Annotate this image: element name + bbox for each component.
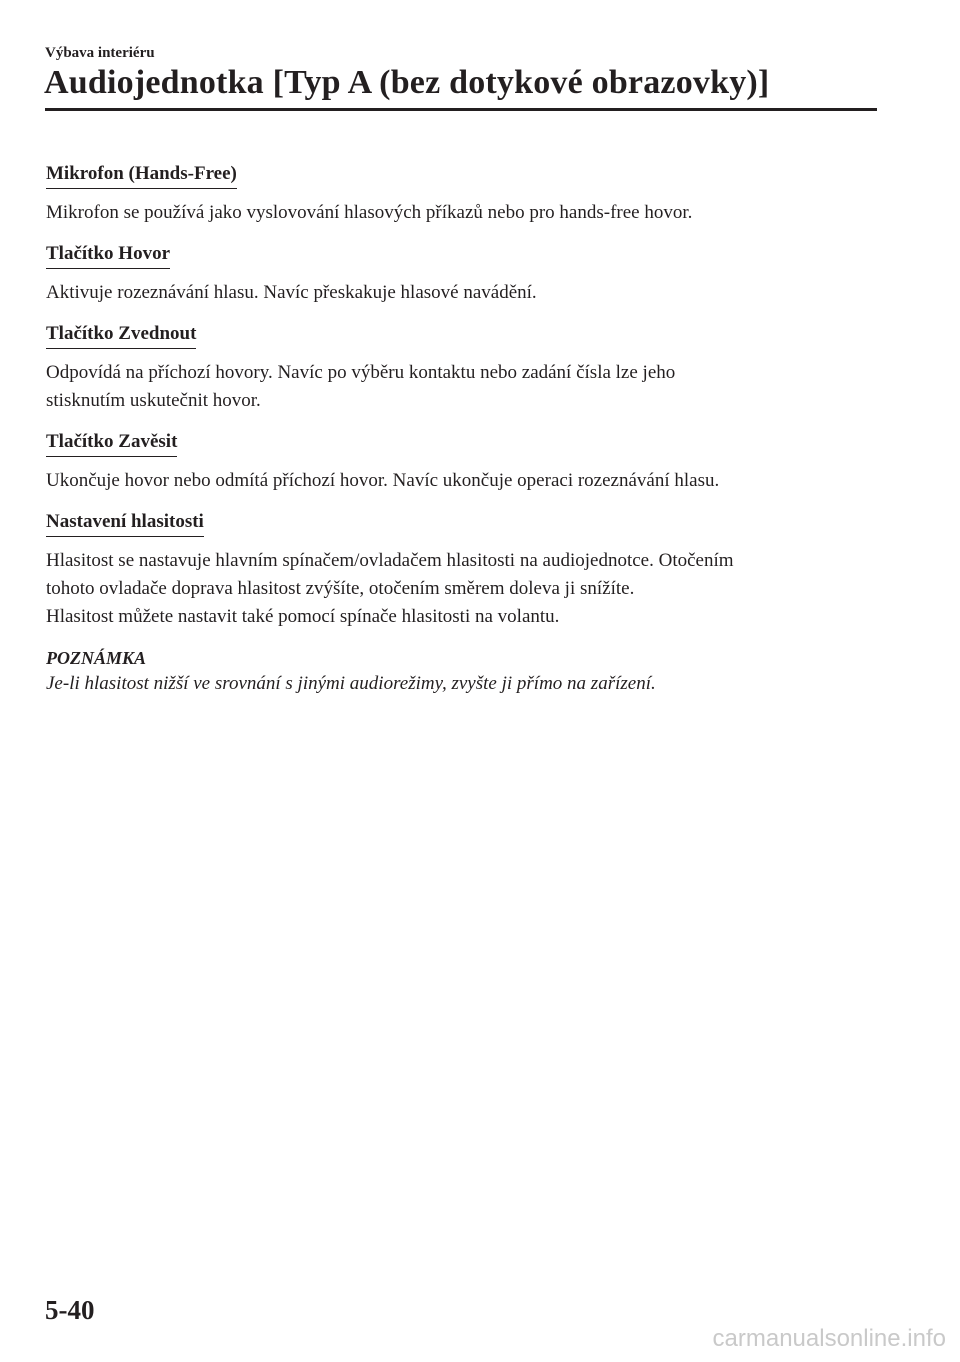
content (46, 162, 886, 698)
body-line: tohoto ovladače doprava hlasitost zvýšíte, otočením směrem doleva ji snížíte. (46, 578, 635, 599)
section-pick-up-button (46, 322, 886, 415)
body-line: Hlasitost můžete nastavit také pomocí spínače hlasitosti na volantu. (46, 606, 560, 627)
body-line: Mikrofon se používá jako vyslovování hlasových příkazů nebo pro hands-free hovor. (46, 202, 693, 223)
note-text: Je-li hlasitost nižší ve srovnání s jinými audiorežimy, zvyšte ji přímo na zařízení. (46, 673, 656, 694)
section-hang-up-button (46, 430, 886, 495)
page-number: 5-40 (45, 1295, 95, 1325)
section-body (46, 467, 886, 495)
note-label: POZNÁMKA (46, 648, 147, 668)
note-block (46, 646, 886, 698)
section-talk-button (46, 242, 886, 307)
body-line: Ukončuje hovor nebo odmítá příchozí hovor. Navíc ukončuje operaci rozeznávání hlasu. (46, 470, 720, 491)
section-heading: Tlačítko Zvednout (46, 322, 196, 349)
section-heading: Nastavení hlasitosti (46, 510, 204, 537)
section-heading: Tlačítko Hovor (46, 242, 170, 269)
body-line: Hlasitost se nastavuje hlavním spínačem/ovladačem hlasitosti na audiojednotce. Otočením (46, 550, 734, 571)
section-body (46, 359, 886, 415)
body-line: Odpovídá na příchozí hovory. Navíc po výběru kontaktu nebo zadání čísla lze jeho (46, 362, 676, 383)
section-volume-adjustment (46, 510, 886, 631)
section-microphone (46, 162, 886, 227)
body-line: Aktivuje rozeznávání hlasu. Navíc přeskakuje hlasové navádění. (46, 282, 537, 303)
section-body (46, 199, 886, 227)
chapter-label: Výbava interiéru (45, 45, 155, 61)
page-title: Audiojednotka [Typ A (bez dotykové obrazovky)] (44, 64, 770, 101)
body-line: stisknutím uskutečnit hovor. (46, 390, 261, 411)
section-body (46, 547, 886, 631)
section-heading: Tlačítko Zavěsit (46, 430, 177, 457)
watermark: carmanualsonline.info (712, 1325, 946, 1352)
section-body (46, 279, 886, 307)
section-heading: Mikrofon (Hands-Free) (46, 162, 237, 189)
title-rule (45, 108, 877, 111)
